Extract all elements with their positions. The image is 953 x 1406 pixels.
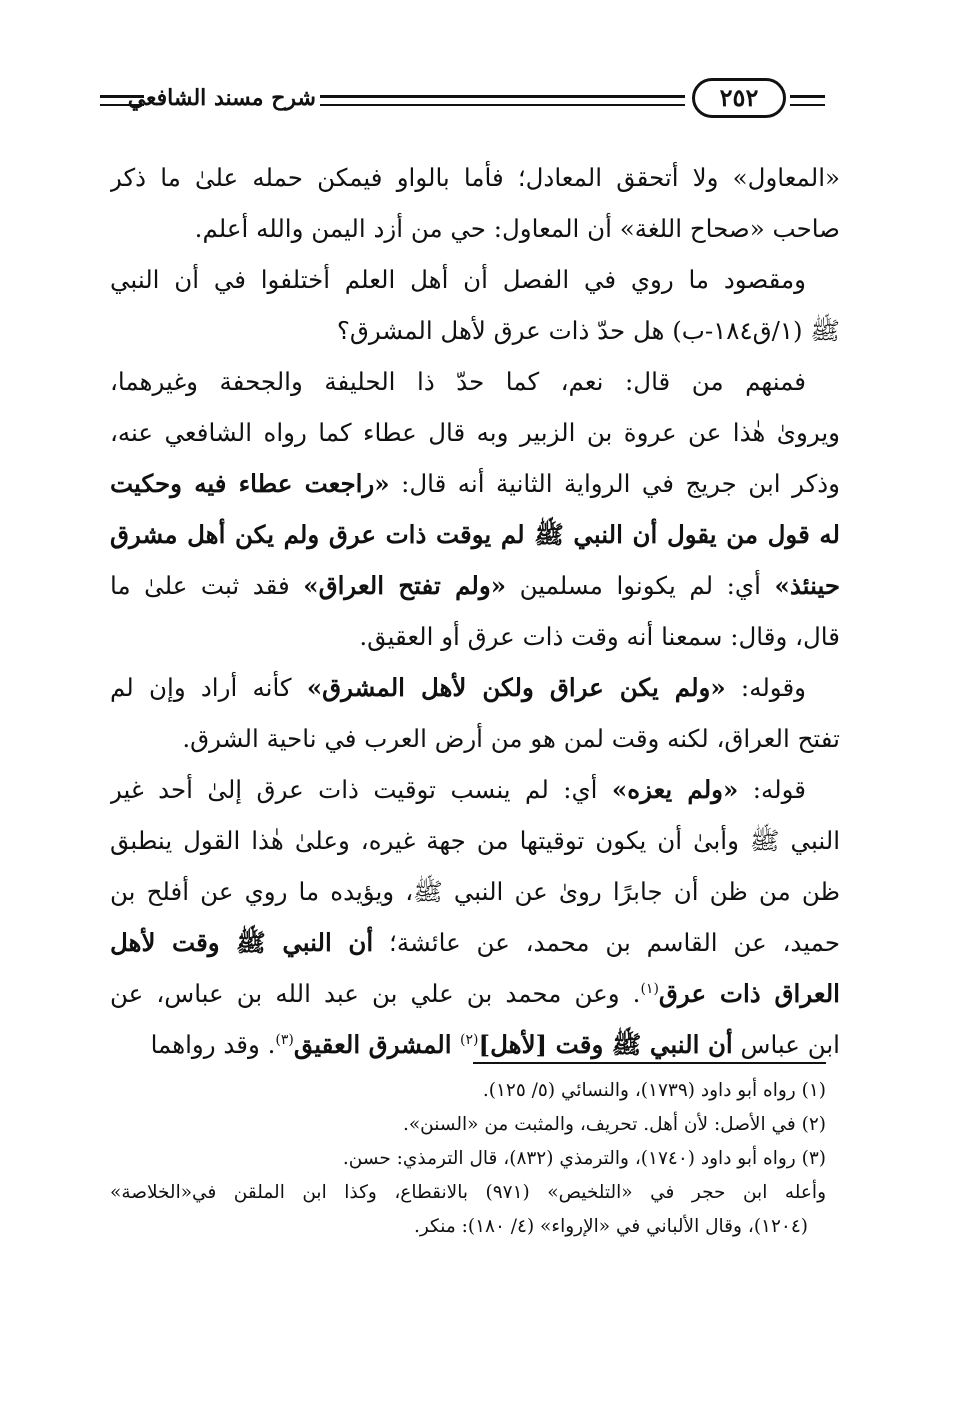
text-line (110, 866, 840, 917)
text-line (110, 407, 840, 458)
footnote-separator (473, 1062, 826, 1064)
header-rule-middle (320, 95, 685, 106)
text-run: ﷺ (١/ق١٨٤-ب) هل حدّ ذات عرق لأهل المشرق؟ (336, 316, 840, 345)
running-header (100, 82, 825, 128)
text-line (110, 611, 840, 662)
footnote-marker: (٣) (275, 1031, 294, 1048)
text-line (110, 764, 840, 815)
text-line (110, 509, 840, 560)
header-rule-right (790, 95, 825, 106)
text-line (110, 152, 840, 203)
footnote-marker: (١) (640, 980, 659, 997)
text-run: أي: لم يكونوا مسلمين (506, 571, 775, 600)
text-run: فقد ثبت علىٰ ما (110, 571, 304, 600)
footnote-line: (٢) في الأصل: لأن أهل. تحريف، والمثبت من «السنن». (402, 1114, 826, 1135)
text-line (110, 560, 840, 611)
text-run: وذكر ابن جريج في الرواية الثانية أنه قال: (389, 469, 840, 498)
text-run: النبي ﷺ وأبىٰ أن يكون توقيتها من جهة غيره، وعلىٰ هٰذا القول ينطبق (110, 826, 840, 855)
text-line (110, 458, 840, 509)
text-run: صاحب «صحاح اللغة» أن المعاول: حي من أزد اليمن والله أعلم. (194, 214, 840, 243)
text-run: قال، وقال: سمعنا أنه وقت ذات عرق أو العقيق. (359, 622, 840, 651)
text-line (110, 815, 840, 866)
text-run: أي: لم ينسب توقيت ذات عرق إلىٰ أحد غير (110, 775, 612, 804)
footnote-line: (٣) رواه أبو داود (١٧٤٠)، والترمذي (٨٣٢)، قال الترمذي: حسن. (342, 1148, 826, 1169)
footnotes (110, 1074, 826, 1244)
bold-text: «راجعت عطاء فيه وحكيت (110, 469, 390, 498)
footnote-line: (١) رواه أبو داود (١٧٣٩)، والنسائي (٥/ ١٢٥). (482, 1080, 826, 1101)
bold-text: أن النبي ﷺ وقت [لأهل] (478, 1030, 733, 1059)
text-run: ومقصود ما روي في الفصل أن أهل العلم أختلفوا في أن النبي (110, 265, 806, 294)
bold-text: له قول من يقول أن النبي ﷺ لم يوقت ذات عرق ولم يكن أهل مشرق (110, 520, 840, 549)
footnote-line: (١٢٠٤)، وقال الألباني في «الإرواء» (٤/ ١٨٠): منكر. (413, 1216, 808, 1237)
footnote-marker: (٢) (460, 1031, 479, 1048)
bold-text: أن النبي ﷺ وقت لأهل (110, 928, 374, 957)
text-line (110, 662, 840, 713)
text-line (110, 917, 840, 968)
text-run: . وقد رواهما (150, 1030, 276, 1059)
text-run: ظن من ظن أن جابرًا روىٰ عن النبي ﷺ، ويؤيده ما روي عن أفلح بن (110, 877, 840, 906)
text-line (110, 203, 840, 254)
footnote-line: وأعله ابن حجر في «التلخيص» (٩٧١) بالانقطاع، وكذا ابن الملقن في«الخلاصة» (110, 1182, 826, 1203)
text-run: ويروىٰ هٰذا عن عروة بن الزبير وبه قال عطاء كما رواه الشافعي عنه، (110, 418, 840, 447)
text-line (110, 305, 840, 356)
text-run: فمنهم من قال: نعم، كما حدّ ذا الحليفة والجحفة وغيرهما، (110, 367, 806, 396)
text-run: كأنه أراد وإن لم (110, 673, 307, 702)
bold-text: «ولم يكن عراق ولكن لأهل المشرق» (306, 673, 726, 702)
bold-text: حينئذ» (774, 571, 840, 600)
text-run: «المعاول» ولا أتحقق المعادل؛ فأما بالواو فيمكن حمله علىٰ ما ذكر (110, 163, 840, 192)
page-number: ٢٥٢ (692, 78, 786, 118)
text-run: حميد، عن القاسم بن محمد، عن عائشة؛ (373, 928, 840, 957)
text-run: قوله: (738, 775, 806, 804)
text-line (110, 713, 840, 764)
text-run: وقوله: (725, 673, 806, 702)
main-text (110, 152, 840, 1070)
bold-text: «ولم يعزه» (611, 775, 739, 804)
bold-text: المشرق العقيق (293, 1030, 461, 1059)
text-line (110, 968, 840, 1019)
text-run: تفتح العراق، لكنه وقت لمن هو من أرض العرب في ناحية الشرق. (182, 724, 840, 753)
bold-text: العراق ذات عرق (658, 979, 840, 1008)
book-title: شرح مسند الشافعي (127, 85, 316, 111)
bold-text: «ولم تفتح العراق» (303, 571, 507, 600)
text-run: . وعن محمد بن علي بن عبد الله بن عباس، عن (110, 979, 641, 1008)
text-run: ابن عباس (732, 1030, 840, 1059)
text-line (110, 254, 840, 305)
text-line (110, 356, 840, 407)
